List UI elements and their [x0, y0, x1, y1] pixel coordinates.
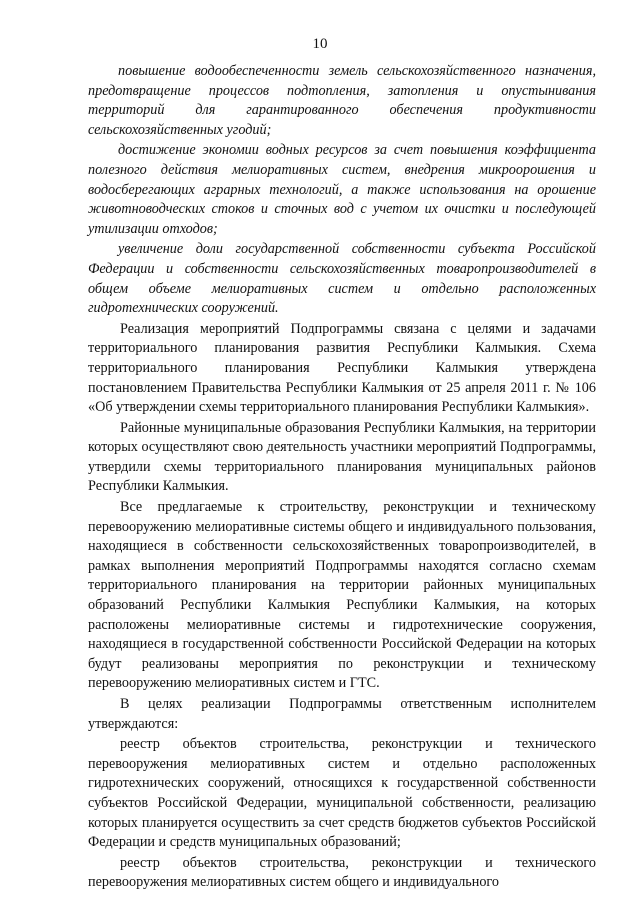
- paragraph-5: Районные муниципальные образования Республики Калмыкия, на территории которых осуществляют свою деятельность участники мероприятий Подпрограммы, утвердили схемы территориального планирования муниципальных районов Республики Калмыкия.: [88, 419, 596, 495]
- document-body: [88, 62, 596, 893]
- paragraph-italic-2: достижение экономии водных ресурсов за счет повышения коэффициента полезного действия мелиоративных систем, внедрения микроорошения и водосберегающих аграрных технологий, а также использования на орошение животноводческих стоков и сточных вод с учетом их очистки и последующей утилизации отходов;: [88, 142, 596, 237]
- paragraph-4: Реализация мероприятий Подпрограммы связана с целями и задачами территориального планирования развития Республики Калмыкия. Схема территориального планирования Республики Калмыкия утверждена постановлением Правительства Республики Калмыкия от 25 апреля 2011 г. № 106 «Об утверждении схемы территориального планирования Республики Калмыкия».: [88, 320, 596, 416]
- paragraph-italic-3: увеличение доли государственной собственности субъекта Российской Федерации и собственности сельскохозяйственных товаропроизводителей в общем объеме мелиоративных систем и отдельно расположенных гидротехнических сооружений.: [88, 241, 596, 317]
- paragraph-italic-1: повышение водообеспеченности земель сельскохозяйственного назначения, предотвращение процессов подтопления, затопления и опустынивания территорий для гарантированного обеспечения продуктивности сельскохозяйственных угодий;: [88, 63, 596, 138]
- paragraph-6: Все предлагаемые к строительству, реконструкции и техническому перевооружению мелиоративные системы общего и индивидуального пользования, находящиеся в собственности сельскохозяйственных товаропроизводителей, в рамках выполнения мероприятий Подпрограммы находятся согласно схемам территориального планирования на территории районных муниципальных образований Республики Калмыкия Республики Калмыкия, на которых расположены мелиоративные системы и гидротехнические сооружения, находящиеся в государственной собственности Российской Федерации на которых будут реализованы мероприятия по реконструкции и техническому перевооружению мелиоративных систем и ГТС.: [88, 499, 596, 692]
- paragraph-8: реестр объектов строительства, реконструкции и технического перевооружения мелиоративных систем и отдельно расположенных гидротехнических сооружений, относящихся к государственной собственности субъектов Российской Федерации, муниципальной собственности, реализацию которых планируется осуществить за счет средств бюджетов субъектов Российской Федерации и средств муниципальных образований;: [88, 736, 596, 851]
- paragraph-9: реестр объектов строительства, реконструкции и технического перевооружения мелиоративных систем общего и индивидуального: [88, 854, 596, 891]
- page-number: 10: [312, 36, 328, 52]
- paragraph-7: В целях реализации Подпрограммы ответственным исполнителем утверждаются:: [88, 696, 596, 732]
